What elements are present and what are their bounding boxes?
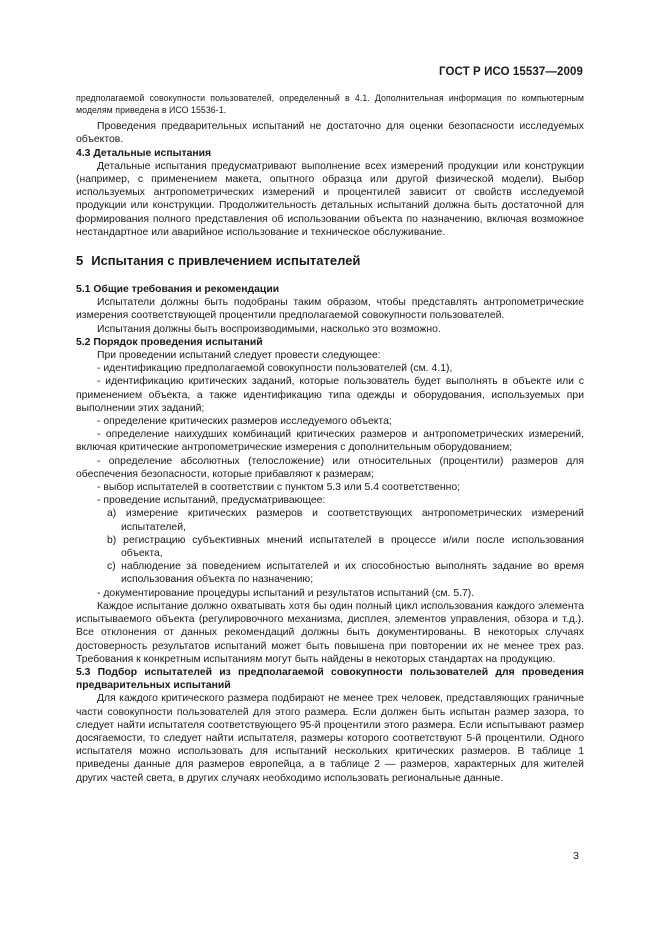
- list-item: - проведение испытаний, предусматривающее:: [97, 495, 326, 507]
- intro-paragraph: Проведения предварительных испытаний не достаточно для оценки безопасности исследуемых объектов.: [76, 121, 584, 146]
- section-4-3-text: Детальные испытания предусматривают выполнение всех измерений продукции или конструкции (например, с применением макета, опытного образца или другой физической модели). Выбор используемых антропометрических измерений и процентилей зависит от свойств исследуемой продукции или конструкции. Продолжительность детальных испытаний должна быть достаточной для формирования полного представления об использовании объекта по назначению, включая возможное нестандартное или аварийное использование и техническое обслуживание.: [76, 160, 584, 238]
- sub-list-item: b) регистрацию субъективных мнений испытателей в процессе и/или после использования объекта,: [107, 534, 584, 560]
- section-5-number: 5: [76, 253, 84, 269]
- list-item: - определение критических размеров исследуемого объекта;: [97, 416, 392, 428]
- section-5-1-p1: Испытатели должны быть подобраны таким образом, чтобы представлять антропометрические измерения соответствующей процентили предполагаемой совокупности пользователей.: [76, 297, 584, 322]
- section-5-2-intro: При проведении испытаний следует провести следующее:: [97, 350, 381, 362]
- list-item: - определение абсолютных (телосложение) или относительных (процентили) размеров для обеспечения безопасности, которые прибавляют к размерам;: [76, 455, 584, 480]
- sub-list-item: c) наблюдение за поведением испытателей и их способностью выполнять задание во время использования объекта по назначению;: [107, 561, 584, 586]
- page-number: 3: [573, 850, 579, 862]
- section-5-title: Испытания с привлечением испытателей: [91, 253, 361, 269]
- section-5-heading: [76, 253, 584, 269]
- section-5-2-paragraph: Каждое испытание должно охватывать хотя бы один полный цикл использования каждого элемента испытываемого объекта (регулировочного механизма, дисплея, элементов управления, обзора и т.д.). Все отклонения от данных рекомендаций должны быть документированы. В некоторых случаях достоверность результатов испытаний может быть повышена при повторении их не менее трех раз. Требования к конкретным испытаниям могут быть найдены в некоторых стандартах на продукцию.: [76, 600, 584, 665]
- section-5-1-title: 5.1 Общие требования и рекомендации: [76, 284, 280, 296]
- sub-list-item: a) измерение критических размеров и соответствующих антропометрических измерений испытателей,: [107, 508, 584, 533]
- intro-small-text: предполагаемой совокупности пользователей, определенный в 4.1. Дополнительная информация по компьютерным моделям приведена в ИСО 15536-1.: [76, 93, 584, 115]
- list-item: - идентификацию критических заданий, которые пользователь будет выполнять в объекте или с применением объекта, а также идентификацию типа одежды и оборудования, используемых при выполнении этих заданий;: [76, 376, 584, 414]
- standard-header: ГОСТ Р ИСО 15537—2009: [438, 66, 583, 78]
- section-5-3-text: Для каждого критического размера подбирают не менее трех человек, представляющих граничные части совокупности пользователей для этого размера. Если должен быть испытан размер зазора, то следует найти испытателя соответствующего 95-й процентили этого размера. Если испытывают размер досягаемости, то следует найти испытателя, размеры которого соответствуют 5-й процентили. Одного испытателя можно использовать для испытаний нескольких критических размеров. В таблице 1 приведены данные для размеров европейца, а в таблице 2 — размеров, характерных для жителей других частей света, в других случаях необходимо использовать региональные данные.: [76, 693, 584, 784]
- section-5-2-title: 5.2 Порядок проведения испытаний: [76, 336, 263, 348]
- list-item: - определение наихудших комбинаций критических размеров и антропометрических измерений, включая критические антропометрические измерения с дополнительным оборудованием;: [76, 429, 584, 454]
- list-item: - идентификацию предполагаемой совокупности пользователей (см. 4.1),: [97, 363, 453, 375]
- section-4-3-title: 4.3 Детальные испытания: [76, 147, 212, 159]
- section-5-1-p2: Испытания должны быть воспроизводимыми, насколько это возможно.: [97, 323, 441, 335]
- page-content: [76, 93, 584, 785]
- section-5-3-title: 5.3 Подбор испытателей из предполагаемой совокупности пользователей для проведения предварительных испытаний: [76, 666, 584, 692]
- list-item: - выбор испытателей в соответствии с пунктом 5.3 или 5.4 соответственно;: [97, 482, 461, 494]
- list-item: - документирование процедуры испытаний и результатов испытаний (см. 5.7).: [97, 587, 475, 599]
